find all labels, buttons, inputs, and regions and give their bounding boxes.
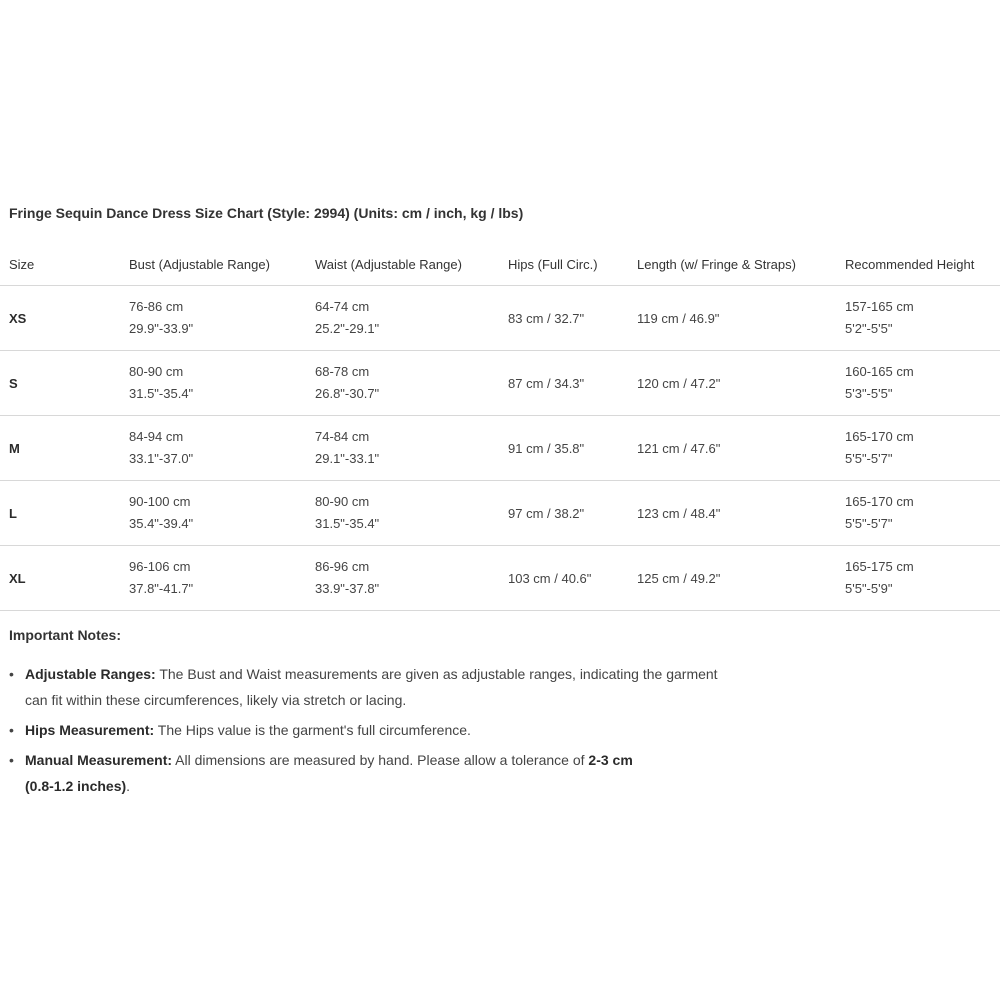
length-cell: 123 cm / 48.4" [628, 481, 836, 546]
height-ft: 5'3"-5'5" [845, 386, 893, 401]
bust-cm: 90-100 cm [129, 494, 191, 509]
waist-cell [306, 546, 499, 611]
length-cell: 120 cm / 47.2" [628, 351, 836, 416]
size-cell: S [0, 351, 120, 416]
bullet-icon: • [9, 666, 14, 682]
waist-in: 31.5"-35.4" [315, 516, 380, 531]
size-cell: M [0, 416, 120, 481]
height-cm: 165-175 cm [845, 559, 914, 574]
height-cell [836, 351, 1000, 416]
waist-cell [306, 416, 499, 481]
table-row [0, 481, 1000, 546]
bust-cell [120, 351, 306, 416]
column-header-hips: Hips (Full Circ.) [499, 243, 628, 286]
tolerance-in: (0.8-1.2 inches) [25, 778, 127, 794]
notes-heading: Important Notes: [9, 627, 121, 643]
height-ft: 5'5"-5'7" [845, 516, 893, 531]
notes-list [9, 661, 729, 799]
bust-cm: 80-90 cm [129, 364, 184, 379]
hips-cell: 97 cm / 38.2" [499, 481, 628, 546]
height-cm: 165-170 cm [845, 429, 914, 444]
note-label: Adjustable Ranges: [25, 666, 156, 682]
size-cell: XL [0, 546, 120, 611]
length-cell: 121 cm / 47.6" [628, 416, 836, 481]
waist-cell [306, 481, 499, 546]
waist-cm: 86-96 cm [315, 559, 370, 574]
size-cell: XS [0, 286, 120, 351]
length-cell: 119 cm / 46.9" [628, 286, 836, 351]
height-ft: 5'5"-5'7" [845, 451, 893, 466]
bust-cm: 76-86 cm [129, 299, 184, 314]
note-hips-measurement [9, 717, 729, 743]
note-tail: . [126, 778, 131, 794]
size-cell: L [0, 481, 120, 546]
bust-cell [120, 416, 306, 481]
bust-in: 33.1"-37.0" [129, 451, 194, 466]
page-title: Fringe Sequin Dance Dress Size Chart (Style: 2994) (Units: cm / inch, kg / lbs) [9, 205, 524, 221]
waist-cm: 64-74 cm [315, 299, 370, 314]
waist-in: 25.2"-29.1" [315, 321, 380, 336]
waist-cm: 74-84 cm [315, 429, 370, 444]
bust-in: 37.8"-41.7" [129, 581, 194, 596]
table-row [0, 286, 1000, 351]
waist-cell [306, 351, 499, 416]
waist-in: 26.8"-30.7" [315, 386, 380, 401]
height-cell [836, 481, 1000, 546]
bullet-icon: • [9, 752, 14, 768]
height-cell [836, 286, 1000, 351]
bust-cm: 84-94 cm [129, 429, 184, 444]
bust-in: 31.5"-35.4" [129, 386, 194, 401]
note-text: The Bust and Waist measurements are given as adjustable ranges, indicating the garment can fit within these circumferences, likely via stretch or lacing. [25, 666, 718, 708]
waist-cm: 80-90 cm [315, 494, 370, 509]
size-chart-table [0, 243, 1000, 611]
waist-in: 29.1"-33.1" [315, 451, 380, 466]
column-header-bust: Bust (Adjustable Range) [120, 243, 306, 286]
column-header-waist: Waist (Adjustable Range) [306, 243, 499, 286]
table-row [0, 416, 1000, 481]
waist-cell [306, 286, 499, 351]
hips-cell: 91 cm / 35.8" [499, 416, 628, 481]
height-ft: 5'5"-5'9" [845, 581, 893, 596]
note-text: All dimensions are measured by hand. Please allow a tolerance of [172, 752, 589, 768]
height-cm: 165-170 cm [845, 494, 914, 509]
bust-in: 35.4"-39.4" [129, 516, 194, 531]
note-manual-measurement [9, 747, 729, 799]
table-header-row [0, 243, 1000, 286]
height-ft: 5'2"-5'5" [845, 321, 893, 336]
bust-in: 29.9"-33.9" [129, 321, 194, 336]
length-cell: 125 cm / 49.2" [628, 546, 836, 611]
height-cell [836, 416, 1000, 481]
height-cell [836, 546, 1000, 611]
bullet-icon: • [9, 722, 14, 738]
hips-cell: 83 cm / 32.7" [499, 286, 628, 351]
table-row [0, 546, 1000, 611]
waist-cm: 68-78 cm [315, 364, 370, 379]
column-header-size: Size [0, 243, 120, 286]
important-notes [9, 627, 729, 803]
bust-cell [120, 286, 306, 351]
note-label: Manual Measurement: [25, 752, 173, 768]
bust-cell [120, 546, 306, 611]
tolerance-cm: 2-3 cm [588, 752, 633, 768]
bust-cm: 96-106 cm [129, 559, 191, 574]
note-label: Hips Measurement: [25, 722, 155, 738]
column-header-height: Recommended Height [836, 243, 1000, 286]
column-header-length: Length (w/ Fringe & Straps) [628, 243, 836, 286]
hips-cell: 87 cm / 34.3" [499, 351, 628, 416]
note-text: The Hips value is the garment's full circumference. [154, 722, 471, 738]
note-adjustable-ranges [9, 661, 729, 713]
bust-cell [120, 481, 306, 546]
height-cm: 160-165 cm [845, 364, 914, 379]
waist-in: 33.9"-37.8" [315, 581, 380, 596]
hips-cell: 103 cm / 40.6" [499, 546, 628, 611]
height-cm: 157-165 cm [845, 299, 914, 314]
table-row [0, 351, 1000, 416]
